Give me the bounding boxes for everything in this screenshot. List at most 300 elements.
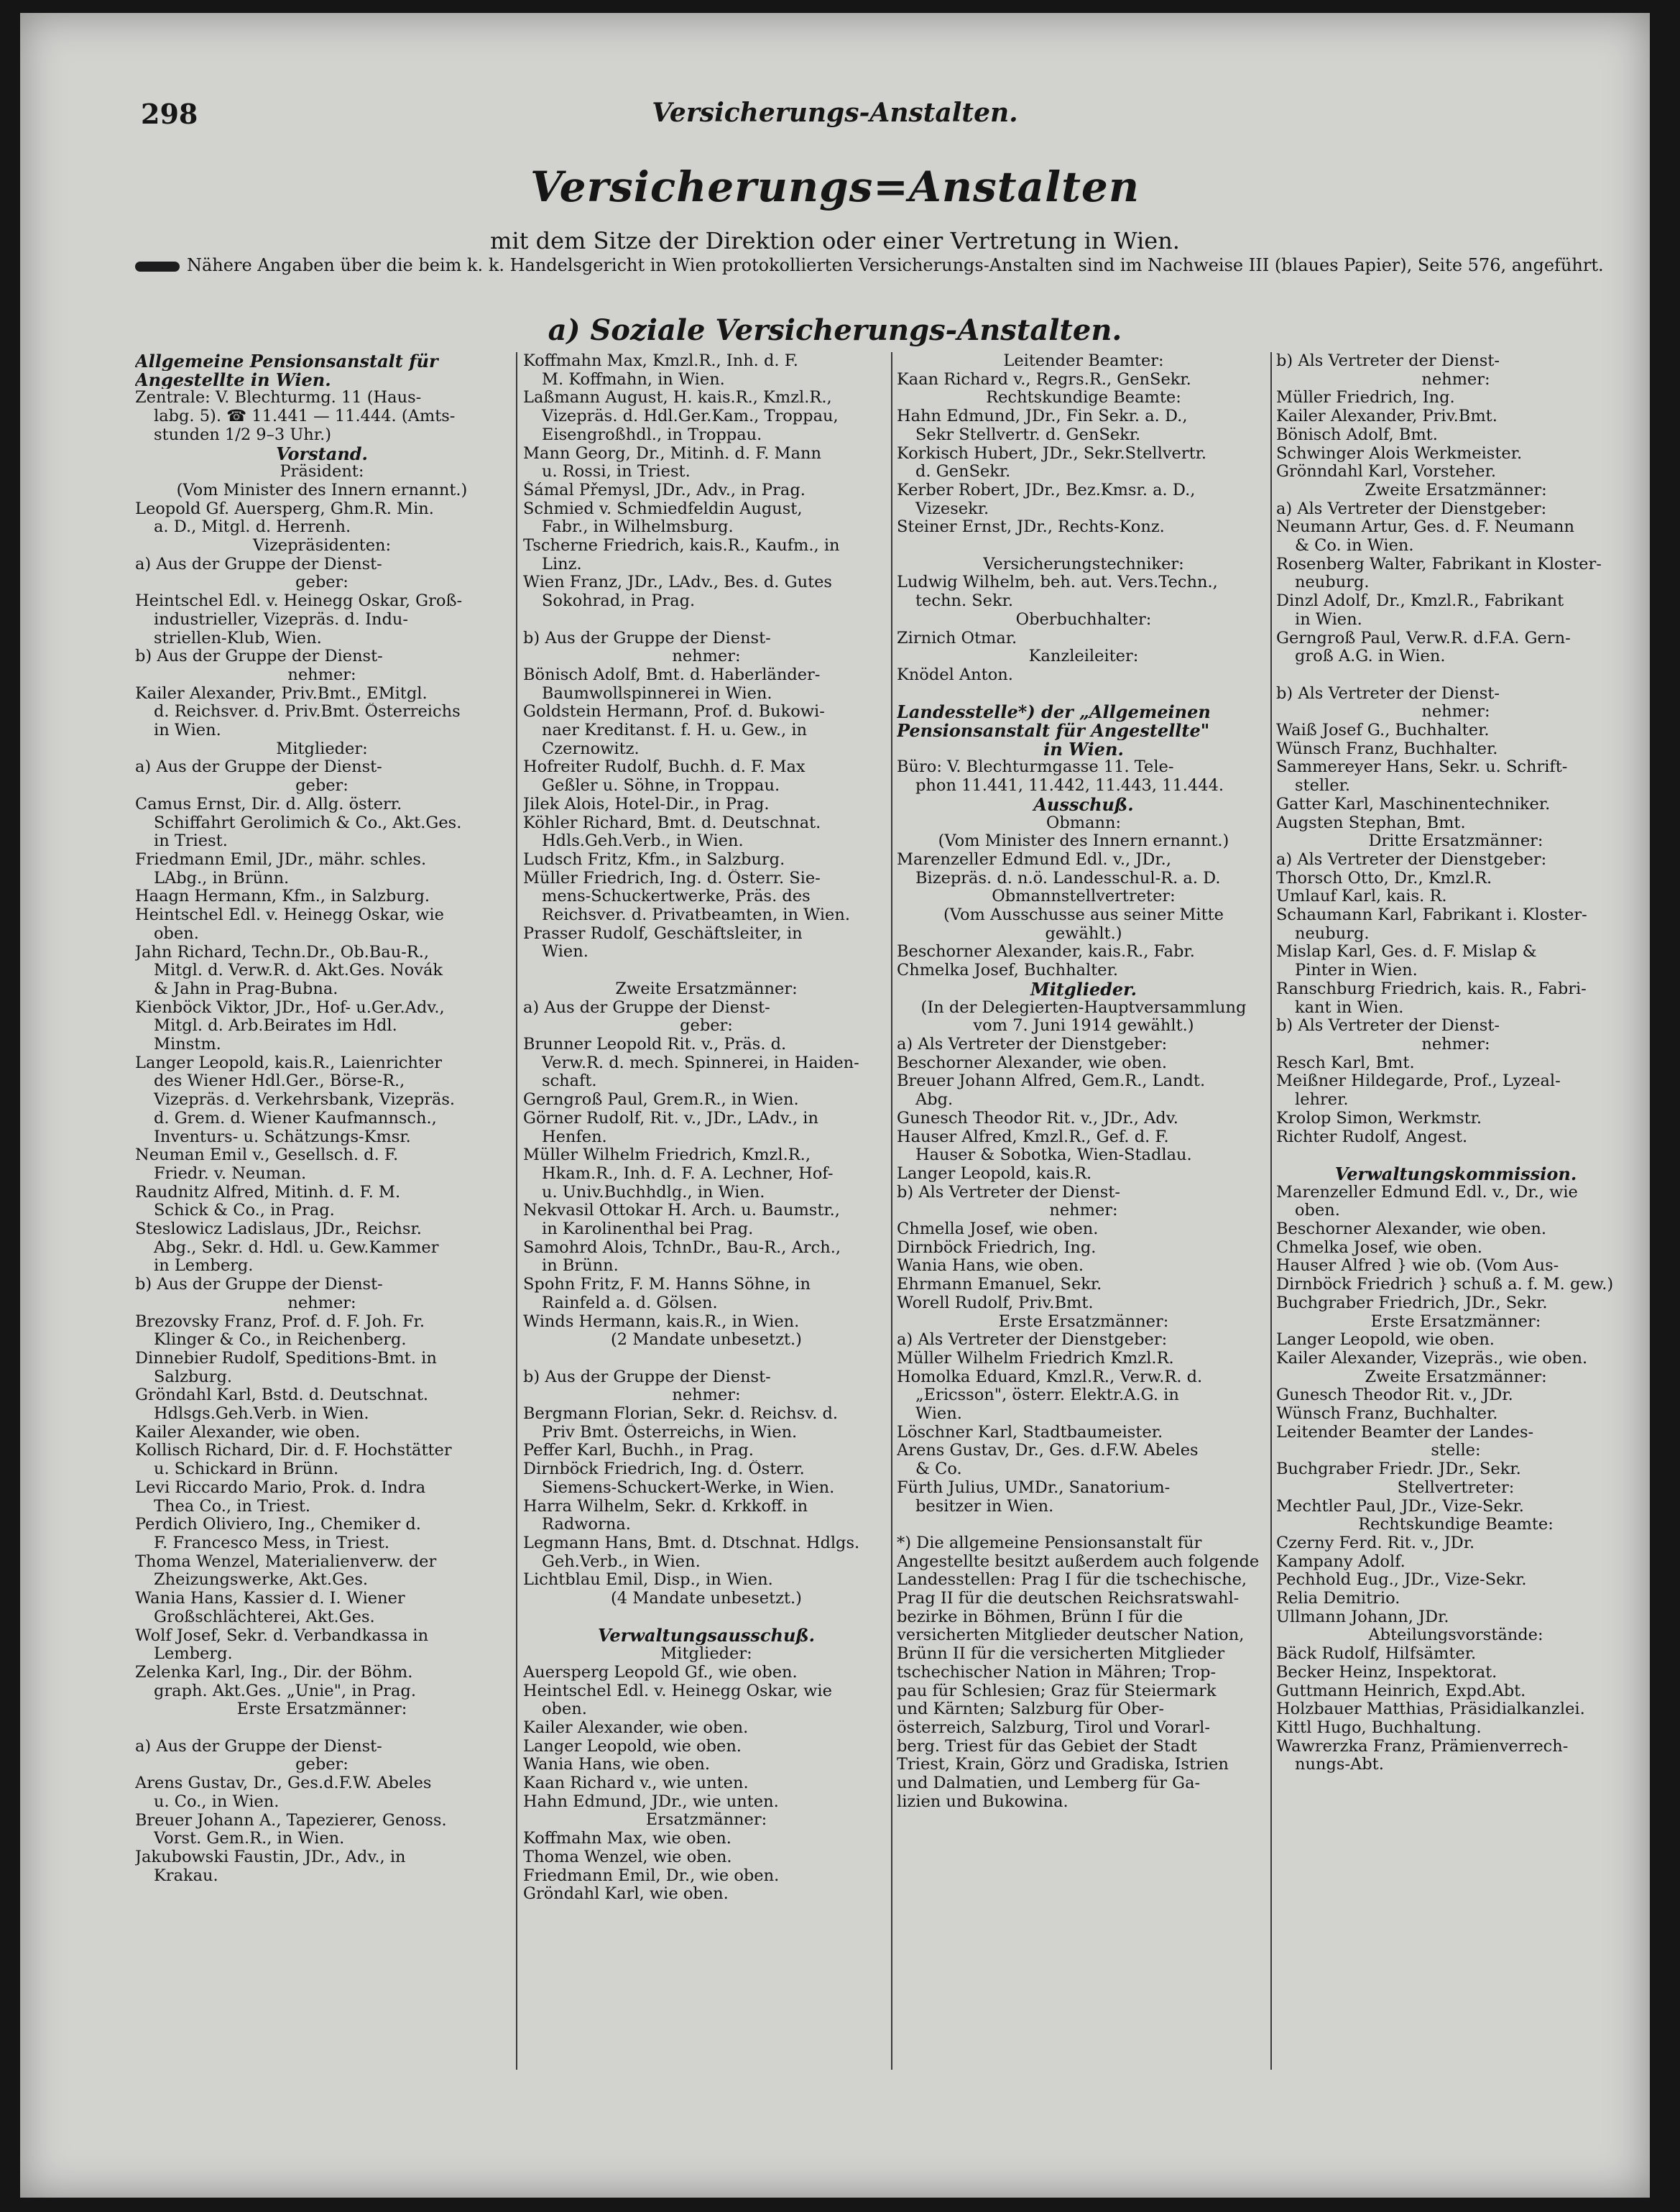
text-line: Umlauf Karl, kais. R.	[1276, 888, 1447, 906]
text-line: b) Als Vertreter der Dienst-	[1276, 1017, 1500, 1036]
text-line: Peffer Karl, Buchh., in Prag.	[523, 1442, 754, 1460]
text-line: Erste Ersatzmänner:	[1370, 1312, 1541, 1331]
text-line: Meißner Hildegarde, Prof., Lyzeal-	[1276, 1072, 1561, 1091]
text-line: Ullmann Johann, JDr.	[1276, 1608, 1449, 1626]
text-line: nehmer:	[287, 665, 356, 684]
text-line: Hdls.Geh.Verb., in Wien.	[542, 832, 744, 851]
text-line: Mislap Karl, Ges. d. F. Mislap &	[1276, 943, 1537, 962]
text-line: b) Aus der Gruppe der Dienst-	[523, 629, 771, 648]
text-line: Marenzeller Edmund Edl. v., Dr., wie	[1276, 1183, 1578, 1202]
text-line: Pechhold Eug., JDr., Vize-Sekr.	[1276, 1571, 1527, 1590]
text-line: Bäck Rudolf, Hilfsämter.	[1276, 1645, 1477, 1664]
text-line: Mitglieder:	[660, 1645, 752, 1664]
text-line: in Karolinenthal bei Prag.	[542, 1220, 754, 1239]
text-line: Arens Gustav, Dr., Ges.d.F.W. Abeles	[135, 1774, 432, 1793]
text-line: Dirnböck Friedrich, Ing.	[897, 1238, 1097, 1257]
text-line: Hauser Alfred } wie ob. (Vom Aus-	[1276, 1257, 1559, 1276]
text-line: F. Francesco Mess, in Triest.	[154, 1534, 390, 1552]
text-line: Jahn Richard, Techn.Dr., Ob.Bau-R.,	[135, 943, 430, 962]
text-line: Dirnböck Friedrich } schuß a. f. M. gew.)	[1276, 1276, 1614, 1294]
text-line: Hauser & Sobotka, Wien-Stadlau.	[915, 1146, 1192, 1165]
text-line: Krolop Simon, Werkmstr.	[1276, 1109, 1482, 1128]
text-line: Friedmann Emil, Dr., wie oben.	[523, 1866, 780, 1885]
text-line: in Brünn.	[542, 1257, 619, 1276]
text-line: & Co. in Wien.	[1295, 537, 1414, 556]
text-line: oben.	[542, 1700, 587, 1719]
text-line: Holzbauer Matthias, Präsidialkanzlei.	[1276, 1700, 1585, 1719]
text-line: b) Aus der Gruppe der Dienst-	[135, 1276, 383, 1294]
text-line: Büro: V. Blechturmgasse 11. Tele-	[897, 758, 1174, 777]
text-line: b) Aus der Gruppe der Dienst-	[135, 648, 383, 666]
text-line: steller.	[1295, 777, 1351, 796]
text-line: Wien.	[542, 943, 589, 962]
text-line: Rechtskundige Beamte:	[1358, 1516, 1554, 1534]
text-line: & Jahn in Prag-Bubna.	[154, 980, 338, 998]
text-line	[135, 1719, 509, 1738]
text-line	[897, 1516, 1270, 1534]
text-line: Zentrale: V. Blechturmg. 11 (Haus-	[135, 389, 422, 407]
text-line: Gerngroß Paul, Grem.R., in Wien.	[523, 1091, 799, 1110]
text-line: Großschlächterei, Akt.Ges.	[154, 1608, 375, 1626]
text-line: Jakubowski Faustin, JDr., Adv., in	[135, 1848, 406, 1866]
text-line: Erste Ersatzmänner:	[998, 1312, 1169, 1331]
text-line: Allgemeine Pensionsanstalt für	[135, 352, 438, 371]
text-line: Gerngroß Paul, Verw.R. d.F.A. Gern-	[1276, 629, 1571, 648]
text-line: Buchgraber Friedr. JDr., Sekr.	[1276, 1460, 1521, 1479]
text-line: Zweite Ersatzmänner:	[615, 980, 798, 998]
text-line: (In der Delegierten-Hauptversammlung	[920, 998, 1247, 1017]
text-line: Hdlsgs.Geh.Verb. in Wien.	[154, 1405, 369, 1424]
text-line: Arens Gustav, Dr., Ges. d.F.W. Abeles	[897, 1442, 1199, 1460]
text-line: Lichtblau Emil, Disp., in Wien.	[523, 1571, 773, 1590]
text-line: Hahn Edmund, JDr., wie unten.	[523, 1792, 779, 1811]
text-line: Ehrmann Emanuel, Sekr.	[897, 1276, 1102, 1294]
text-line: Brünn II für die versicherten Mitglieder	[897, 1645, 1225, 1664]
page-number: 298	[141, 98, 198, 130]
text-line: Stellvertreter:	[1397, 1478, 1515, 1497]
text-line: nehmer:	[287, 1294, 356, 1312]
text-line: Hauser Alfred, Kmzl.R., Gef. d. F.	[897, 1128, 1169, 1146]
running-head: Versicherungs-Anstalten.	[652, 98, 1018, 128]
page-subtitle: mit dem Sitze der Direktion oder einer Vertretung in Wien.	[490, 227, 1180, 254]
text-line: nehmer:	[1421, 370, 1490, 389]
text-line: schaft.	[542, 1072, 597, 1091]
text-line: Neumann Artur, Ges. d. F. Neumann	[1276, 518, 1574, 537]
text-line: Vorst. Gem.R., in Wien.	[154, 1830, 345, 1848]
text-line: Geßler u. Söhne, in Troppau.	[542, 777, 780, 796]
text-line: Schiffahrt Gerolimich & Co., Akt.Ges.	[154, 814, 462, 832]
text-line: Wünsch Franz, Buchhalter.	[1276, 739, 1498, 758]
text-line: Dirnböck Friedrich, Ing. d. Österr.	[523, 1460, 805, 1479]
text-line: Hofreiter Rudolf, Buchh. d. F. Max	[523, 758, 806, 777]
text-line: Verw.R. d. mech. Spinnerei, in Haiden-	[542, 1054, 859, 1072]
reference-note-text: Nähere Angaben über die beim k. k. Handelsgericht in Wien protokollierten Versicherungs-Anstalten sind im Nachweise III (blaues Papier), Seite 576, angeführt.	[187, 255, 1604, 275]
text-line: a) Als Vertreter der Dienstgeber:	[1276, 499, 1547, 518]
pointing-hand-icon	[135, 262, 180, 272]
text-line: Gatter Karl, Maschinentechniker.	[1276, 795, 1551, 814]
text-line: in Wien.	[154, 722, 221, 740]
text-line: Goldstein Hermann, Prof. d. Bukowi-	[523, 703, 825, 722]
text-line: Thoma Wenzel, Materialienverw. der	[135, 1552, 437, 1571]
text-line: Neuman Emil v., Gesellsch. d. F.	[135, 1146, 399, 1165]
text-line: Schaumann Karl, Fabrikant i. Kloster-	[1276, 906, 1587, 925]
text-line: Zirnich Otmar.	[897, 629, 1017, 648]
text-line: Kailer Alexander, wie oben.	[523, 1718, 749, 1737]
text-line: neuburg.	[1295, 573, 1370, 592]
text-line: Gröndahl Karl, Bstd. d. Deutschnat.	[135, 1386, 429, 1405]
text-line: Kailer Alexander, wie oben.	[135, 1423, 361, 1442]
text-line: Zelenka Karl, Ing., Dir. der Böhm.	[135, 1663, 413, 1682]
reference-note	[135, 254, 1607, 276]
text-line: Mitglieder:	[276, 739, 368, 758]
text-line: Kanzleileiter:	[1028, 648, 1139, 666]
text-line: Wania Hans, Kassier d. I. Wiener	[135, 1590, 405, 1608]
text-line: Leitender Beamter:	[1003, 352, 1164, 370]
text-line: b) Als Vertreter der Dienst-	[1276, 684, 1500, 703]
text-line: Ranschburg Friedrich, kais. R., Fabri-	[1276, 980, 1587, 998]
text-line: Waiß Josef G., Buchhalter.	[1276, 722, 1490, 740]
text-line: Obmann:	[1046, 814, 1122, 832]
text-line: Bönisch Adolf, Bmt.	[1276, 425, 1438, 444]
text-line: Müller Wilhelm Friedrich Kmzl.R.	[897, 1349, 1174, 1368]
text-line: Nekvasil Ottokar H. Arch. u. Baumstr.,	[523, 1202, 840, 1220]
text-line: Thorsch Otto, Dr., Kmzl.R.	[1276, 869, 1492, 888]
text-line: Harra Wilhelm, Sekr. d. Krkkoff. in	[523, 1497, 808, 1516]
text-line: Beschorner Alexander, wie oben.	[1276, 1220, 1546, 1239]
text-line: Šámal Přemysl, JDr., Adv., in Prag.	[523, 481, 806, 499]
text-line: Haagn Hermann, Kfm., in Salzburg.	[135, 888, 430, 906]
text-line: besitzer in Wien.	[915, 1497, 1054, 1516]
text-line: u. Co., in Wien.	[154, 1792, 280, 1811]
text-column-2	[523, 352, 890, 1904]
text-line: oben.	[1295, 1202, 1340, 1220]
text-line: Raudnitz Alfred, Mitinh. d. F. M.	[135, 1183, 401, 1202]
text-line: Rechtskundige Beamte:	[986, 389, 1181, 407]
text-line: Mann Georg, Dr., Mitinh. d. F. Mann	[523, 444, 821, 463]
text-line: Koffmahn Max, Kmzl.R., Inh. d. F.	[523, 352, 798, 370]
column-divider	[516, 352, 517, 2070]
text-line: Bizepräs. d. n.ö. Landesschul-R. a. D.	[915, 869, 1221, 888]
text-line: Kienböck Viktor, JDr., Hof- u.Ger.Adv.,	[135, 998, 445, 1017]
text-line: Kittl Hugo, Buchhaltung.	[1276, 1719, 1482, 1737]
text-line: und Kärnten; Salzburg für Ober-	[897, 1700, 1164, 1719]
text-line: Spohn Fritz, F. M. Hanns Söhne, in	[523, 1276, 811, 1294]
text-line: Müller Friedrich, Ing. d. Österr. Sie-	[523, 869, 821, 888]
page-title: Versicherungs=Anstalten	[530, 162, 1140, 211]
text-line: nehmer:	[1049, 1202, 1118, 1220]
text-line: Thoma Wenzel, wie oben.	[523, 1848, 732, 1866]
text-line: Buchgraber Friedrich, JDr., Sekr.	[1276, 1294, 1548, 1312]
text-line: Jilek Alois, Hotel-Dir., in Prag.	[523, 795, 770, 814]
text-line: Breuer Johann Alfred, Gem.R., Landt.	[897, 1072, 1206, 1091]
text-line: Angestellte in Wien.	[135, 370, 331, 390]
text-line: tschechischer Nation in Mähren; Trop-	[897, 1663, 1217, 1682]
text-line	[1276, 1146, 1635, 1165]
text-line: Fürth Julius, UMDr., Sanatorium-	[897, 1478, 1171, 1497]
text-line: (Vom Minister des Innern ernannt.)	[938, 832, 1229, 851]
text-line: Chmelka Josef, wie oben.	[1276, 1238, 1482, 1257]
text-line: Minstm.	[154, 1036, 221, 1054]
text-line: a) Als Vertreter der Dienstgeber:	[897, 1331, 1168, 1350]
text-line: oben.	[154, 924, 199, 943]
text-line: Steiner Ernst, JDr., Rechts-Konz.	[897, 518, 1165, 537]
text-line: Heintschel Edl. v. Heinegg Oskar, Groß-	[135, 592, 463, 611]
text-line: phon 11.441, 11.442, 11.443, 11.444.	[915, 777, 1224, 796]
text-line: Mechtler Paul, JDr., Vize-Sekr.	[1276, 1497, 1524, 1516]
text-line: Knödel Anton.	[897, 665, 1013, 684]
text-line: u. Univ.Buchhdlg., in Wien.	[542, 1183, 765, 1202]
text-line: Perdich Oliviero, Ing., Chemiker d.	[135, 1516, 421, 1534]
text-line: a. D., Mitgl. d. Herrenh.	[154, 518, 351, 537]
text-line: groß A.G. in Wien.	[1295, 648, 1446, 666]
text-line: Heintschel Edl. v. Heinegg Oskar, wie	[135, 906, 444, 925]
text-line: gewählt.)	[1045, 924, 1122, 943]
text-line: versicherten Mitglieder deutscher Nation,	[897, 1626, 1245, 1645]
text-column-3	[897, 352, 1270, 1812]
text-line: LAbg., in Brünn.	[154, 869, 290, 888]
text-line: Ludwig Wilhelm, beh. aut. Vers.Techn.,	[897, 573, 1218, 592]
text-line: Bönisch Adolf, Bmt. d. Haberländer-	[523, 665, 821, 684]
text-line: Siemens-Schuckert-Werke, in Wien.	[542, 1478, 835, 1497]
text-line: b) Als Vertreter der Dienst-	[1276, 352, 1500, 370]
text-line: Wania Hans, wie oben.	[523, 1756, 711, 1774]
text-line: kant in Wien.	[1295, 998, 1404, 1017]
text-line: Wien Franz, JDr., LAdv., Bes. d. Gutes	[523, 573, 832, 592]
text-line: Richter Rudolf, Angest.	[1276, 1128, 1468, 1146]
text-column-1	[135, 352, 509, 1885]
text-line: a) Als Vertreter der Dienstgeber:	[897, 1035, 1168, 1054]
text-line: geber:	[295, 573, 349, 592]
text-line: (2 Mandate unbesetzt.)	[611, 1331, 802, 1350]
text-line: Angestellte besitzt außerdem auch folgende	[897, 1552, 1260, 1571]
text-line: Legmann Hans, Bmt. d. Dtschnat. Hdlgs.	[523, 1534, 860, 1552]
text-line: Müller Friedrich, Ing.	[1276, 389, 1455, 407]
text-line: u. Rossi, in Triest.	[542, 463, 691, 481]
text-line: Marenzeller Edmund Edl. v., JDr.,	[897, 850, 1171, 869]
text-line: Wolf Josef, Sekr. d. Verbandkassa in	[135, 1626, 429, 1645]
text-line: Czerny Ferd. Rit. v., JDr.	[1276, 1534, 1475, 1552]
text-line: Augsten Stephan, Bmt.	[1276, 814, 1466, 832]
text-line: Friedr. v. Neuman.	[154, 1164, 307, 1183]
text-line: Schmied v. Schmiedfeldin August,	[523, 499, 803, 518]
text-line: und Dalmatien, und Lemberg für Ga-	[897, 1774, 1201, 1793]
text-line: Relia Demitrio.	[1276, 1590, 1400, 1608]
text-line: Levi Riccardo Mario, Prok. d. Indra	[135, 1478, 426, 1497]
text-line: Abg., Sekr. d. Hdl. u. Gew.Kammer	[154, 1238, 439, 1257]
text-line: geber:	[295, 777, 349, 796]
text-line: Eisengroßhdl., in Troppau.	[542, 425, 762, 444]
text-line	[523, 1608, 890, 1627]
text-line: industrieller, Vizepräs. d. Indu-	[154, 610, 408, 629]
text-line	[1276, 666, 1635, 685]
text-line: Mitgl. d. Arb.Beirates im Hdl.	[154, 1017, 397, 1036]
text-line: Vizepräsidenten:	[252, 537, 392, 556]
text-line: Inventurs- u. Schätzungs-Kmsr.	[154, 1128, 411, 1146]
text-line: vom 7. Juni 1914 gewählt.)	[973, 1017, 1194, 1036]
text-line: Homolka Eduard, Kmzl.R., Verw.R. d.	[897, 1368, 1203, 1386]
text-line: Landesstellen: Prag I für die tschechische,	[897, 1571, 1247, 1590]
text-line: Kaan Richard v., Regrs.R., GenSekr.	[897, 370, 1191, 389]
text-line: Guttmann Heinrich, Expd.Abt.	[1276, 1682, 1526, 1700]
text-line: b) Aus der Gruppe der Dienst-	[523, 1368, 771, 1386]
text-line: u. Schickard in Brünn.	[154, 1460, 339, 1479]
document-page	[20, 13, 1650, 2198]
text-line: Zheizungswerke, Akt.Ges.	[154, 1571, 369, 1590]
text-line: Fabr., in Wilhelmsburg.	[542, 518, 734, 537]
text-line: nehmer:	[1421, 703, 1490, 722]
text-line: Verwaltungskommission.	[1334, 1164, 1577, 1184]
column-divider	[891, 352, 892, 2070]
text-line: Langer Leopold, wie oben.	[523, 1737, 742, 1756]
text-line: striellen-Klub, Wien.	[154, 629, 322, 648]
text-line: lehrer.	[1295, 1091, 1349, 1110]
text-line: Grönndahl Karl, Vorsteher.	[1276, 463, 1497, 481]
text-line: Vizesekr.	[915, 499, 989, 518]
text-line: Mitgl. d. Verw.R. d. Akt.Ges. Novák	[154, 962, 443, 980]
text-line: Baumwollspinnerei in Wien.	[542, 684, 772, 703]
text-line: „Ericsson", österr. Elektr.A.G. in	[915, 1386, 1179, 1405]
text-line: Landesstelle*) der „Allgemeinen	[897, 703, 1211, 722]
text-line	[523, 611, 890, 630]
text-line: bezirke in Böhmen, Brünn I für die	[897, 1608, 1183, 1626]
text-line: Sekr Stellvertr. d. GenSekr.	[915, 425, 1141, 444]
text-line: Sammereyer Hans, Sekr. u. Schrift-	[1276, 758, 1568, 777]
text-line: Winds Hermann, kais.R., in Wien.	[523, 1312, 800, 1331]
text-line: Auersperg Leopold Gf., wie oben.	[523, 1663, 798, 1682]
text-line: in Wien.	[1043, 739, 1124, 759]
text-line: Klinger & Co., in Reichenberg.	[154, 1331, 407, 1350]
text-line: Breuer Johann A., Tapezierer, Genoss.	[135, 1811, 447, 1830]
text-line: Friedmann Emil, JDr., mähr. schles.	[135, 850, 427, 869]
text-line: des Wiener Hdl.Ger., Börse-R.,	[154, 1072, 405, 1091]
text-line: Becker Heinz, Inspektorat.	[1276, 1663, 1497, 1682]
text-line: Wien.	[915, 1405, 962, 1424]
text-line: Müller Wilhelm Friedrich, Kmzl.R.,	[523, 1146, 811, 1165]
text-line: Brezovsky Franz, Prof. d. F. Joh. Fr.	[135, 1312, 425, 1331]
text-line: Kaan Richard v., wie unten.	[523, 1774, 749, 1793]
text-line: Pensionsanstalt für Angestellte"	[897, 722, 1210, 740]
text-line: Priv Bmt. Österreichs, in Wien.	[542, 1423, 798, 1442]
text-line: a) Aus der Gruppe der Dienst-	[135, 555, 382, 573]
text-line: Gröndahl Karl, wie oben.	[523, 1885, 729, 1904]
text-line: & Co.	[915, 1460, 962, 1479]
text-line: Henfen.	[542, 1128, 607, 1146]
text-line: Wünsch Franz, Buchhalter.	[1276, 1405, 1498, 1424]
text-line: b) Als Vertreter der Dienst-	[897, 1183, 1120, 1202]
text-line: Linz.	[542, 555, 582, 573]
text-line: Leopold Gf. Auersperg, Ghm.R. Min.	[135, 499, 434, 518]
text-line: Görner Rudolf, Rit. v., JDr., LAdv., in	[523, 1109, 818, 1128]
text-line: Oberbuchhalter:	[1015, 610, 1152, 629]
text-line	[897, 685, 1270, 704]
text-line: Kailer Alexander, Priv.Bmt., EMitgl.	[135, 684, 428, 703]
text-line: Prag II für die deutschen Reichsratswahl-	[897, 1590, 1240, 1608]
text-line: Heintschel Edl. v. Heinegg Oskar, wie	[523, 1682, 832, 1700]
text-line: Hkam.R., Inh. d. F. A. Lechner, Hof-	[542, 1164, 834, 1183]
text-line: Vizepräs. d. Hdl.Ger.Kam., Troppau,	[542, 407, 839, 426]
text-line: Präsident:	[280, 463, 364, 481]
text-line: Prasser Rudolf, Geschäftsleiter, in	[523, 924, 803, 943]
text-line: Lemberg.	[154, 1645, 233, 1664]
text-line: (Vom Minister des Innern ernannt.)	[176, 481, 468, 499]
text-line: Langer Leopold, kais.R., Laienrichter	[135, 1054, 442, 1072]
text-line: Chmelka Josef, Buchhalter.	[897, 962, 1119, 980]
text-line: Steslowicz Ladislaus, JDr., Reichsr.	[135, 1220, 422, 1239]
text-line: labg. 5). ☎ 11.441 — 11.444. (Amts-	[154, 407, 456, 426]
text-line: Wania Hans, wie oben.	[897, 1257, 1084, 1276]
text-line: Dinzl Adolf, Dr., Kmzl.R., Fabrikant	[1276, 592, 1564, 611]
text-line: Sokohrad, in Prag.	[542, 592, 696, 611]
text-line: Geh.Verb., in Wien.	[542, 1552, 701, 1571]
text-line: Tscherne Friedrich, kais.R., Kaufm., in	[523, 537, 840, 556]
text-line: Leitender Beamter der Landes-	[1276, 1423, 1534, 1442]
text-line: neuburg.	[1295, 924, 1370, 943]
text-line: Langer Leopold, wie oben.	[1276, 1331, 1495, 1350]
text-line: techn. Sekr.	[915, 592, 1014, 611]
text-line: geber:	[295, 1756, 349, 1774]
text-line: graph. Akt.Ges. „Unie", in Prag.	[154, 1682, 416, 1700]
text-line: nehmer:	[672, 648, 741, 666]
text-line: Schwinger Alois Werkmeister.	[1276, 444, 1523, 463]
text-line: Kailer Alexander, Vizepräs., wie oben.	[1276, 1349, 1588, 1368]
text-line: *) Die allgemeine Pensionsanstalt für	[897, 1534, 1202, 1552]
section-heading: a) Soziale Versicherungs-Anstalten.	[548, 313, 1122, 347]
text-line: (Vom Ausschusse aus seiner Mitte	[943, 906, 1224, 925]
text-line: Kollisch Richard, Dir. d. F. Hochstätter	[135, 1442, 452, 1460]
text-line: Triest, Krain, Görz und Gradiska, Istrien	[897, 1756, 1229, 1774]
text-line: Langer Leopold, kais.R.	[897, 1164, 1092, 1183]
text-line: in Wien.	[1295, 610, 1362, 629]
text-line: geber:	[680, 1017, 733, 1036]
column-divider	[1270, 352, 1272, 2070]
text-line: Vorstand.	[276, 444, 368, 464]
text-line: a) Aus der Gruppe der Dienst-	[135, 1737, 382, 1756]
text-line: nungs-Abt.	[1295, 1756, 1384, 1774]
text-line: Dinnebier Rudolf, Speditions-Bmt. in	[135, 1349, 437, 1368]
text-line: a) Aus der Gruppe der Dienst-	[135, 758, 382, 777]
text-line	[523, 962, 890, 980]
text-line: Abg.	[915, 1091, 954, 1110]
text-line: berg. Triest für das Gebiet der Stadt	[897, 1737, 1197, 1756]
text-line: Köhler Richard, Bmt. d. Deutschnat.	[523, 814, 821, 832]
text-line: in Lemberg.	[154, 1257, 254, 1276]
text-line: Bergmann Florian, Sekr. d. Reichsv. d.	[523, 1405, 839, 1424]
text-line: Zweite Ersatzmänner:	[1365, 1368, 1547, 1386]
text-line: d. GenSekr.	[915, 463, 1011, 481]
text-line: Brunner Leopold Rit. v., Präs. d.	[523, 1035, 787, 1054]
text-line: d. Grem. d. Wiener Kaufmannsch.,	[154, 1109, 437, 1128]
text-line: österreich, Salzburg, Tirol und Vorarl-	[897, 1718, 1210, 1737]
text-line	[897, 537, 1270, 556]
text-line: Thea Co., in Triest.	[154, 1497, 311, 1516]
text-line: d. Reichsver. d. Priv.Bmt. Österreichs	[154, 703, 461, 722]
text-line: (4 Mandate unbesetzt.)	[611, 1590, 802, 1608]
text-line: Löschner Karl, Stadtbaumeister.	[897, 1423, 1163, 1442]
text-line: Camus Ernst, Dir. d. Allg. österr.	[135, 795, 402, 814]
text-line: Hahn Edmund, JDr., Fin Sekr. a. D.,	[897, 407, 1188, 426]
text-line: Rosenberg Walter, Fabrikant in Kloster-	[1276, 555, 1602, 573]
text-line: Schick & Co., in Prag.	[154, 1202, 335, 1220]
text-line: Reichsver. d. Privatbeamten, in Wien.	[542, 906, 851, 925]
text-line: Laßmann August, H. kais.R., Kmzl.R.,	[523, 389, 832, 407]
text-line: Koffmahn Max, wie oben.	[523, 1830, 731, 1848]
text-line: Salzburg.	[154, 1368, 233, 1386]
text-line	[523, 1350, 890, 1368]
text-line: Ausschuß.	[1033, 795, 1134, 814]
text-line: Kerber Robert, JDr., Bez.Kmsr. a. D.,	[897, 481, 1196, 499]
text-line: Ludsch Fritz, Kfm., in Salzburg.	[523, 850, 785, 869]
text-line: Samohrd Alois, TchnDr., Bau-R., Arch.,	[523, 1238, 841, 1257]
